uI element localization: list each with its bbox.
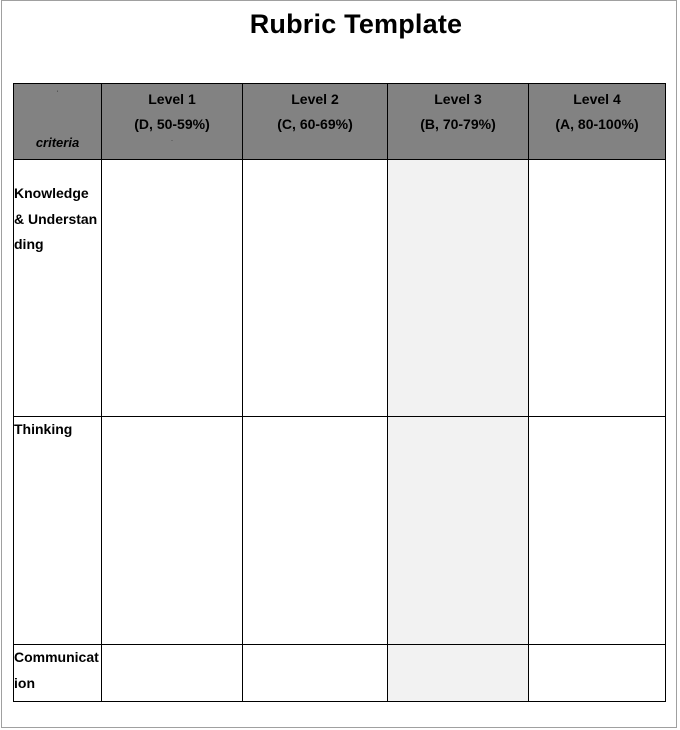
- cell-thinking-level-2[interactable]: [243, 417, 388, 645]
- row-label-communication: Communication: [14, 645, 102, 702]
- cell-knowledge-level-1[interactable]: [102, 160, 243, 417]
- level-2-grade: (C, 60-69%): [277, 116, 353, 132]
- header-row: [14, 84, 666, 160]
- level-1-label: Level 1: [148, 91, 196, 107]
- table-row: [14, 160, 666, 417]
- rubric-table: [13, 83, 666, 702]
- cell-thinking-level-1[interactable]: [102, 417, 243, 645]
- table-row: [14, 417, 666, 645]
- level-3-grade: (B, 70-79%): [420, 116, 496, 132]
- level-2-header: [243, 84, 388, 160]
- cell-communication-level-3[interactable]: [388, 645, 529, 702]
- cell-knowledge-level-4[interactable]: [529, 160, 666, 417]
- row-label-thinking: Thinking: [14, 417, 102, 645]
- level-1-grade: (D, 50-59%): [134, 116, 210, 132]
- cell-thinking-level-3[interactable]: [388, 417, 529, 645]
- cell-knowledge-level-3[interactable]: [388, 160, 529, 417]
- level-1-mark: ·: [171, 138, 173, 144]
- level-3-header: [388, 84, 529, 160]
- cell-thinking-level-4[interactable]: [529, 417, 666, 645]
- level-3-label: Level 3: [434, 91, 482, 107]
- level-4-header: [529, 84, 666, 160]
- level-4-label: Level 4: [573, 91, 621, 107]
- table-row: [14, 645, 666, 702]
- level-4-grade: (A, 80-100%): [555, 116, 639, 132]
- level-2-label: Level 2: [291, 91, 339, 107]
- criteria-header-label: criteria: [35, 135, 80, 150]
- document-title: Rubric Template: [249, 9, 463, 39]
- cell-communication-level-2[interactable]: [243, 645, 388, 702]
- level-1-header: [102, 84, 243, 160]
- criteria-header-cell: [14, 84, 102, 160]
- criteria-header-mark: ·: [56, 88, 59, 95]
- row-label-knowledge-understanding: Knowledge & Understanding: [14, 160, 102, 417]
- cell-communication-level-1[interactable]: [102, 645, 243, 702]
- cell-communication-level-4[interactable]: [529, 645, 666, 702]
- cell-knowledge-level-2[interactable]: [243, 160, 388, 417]
